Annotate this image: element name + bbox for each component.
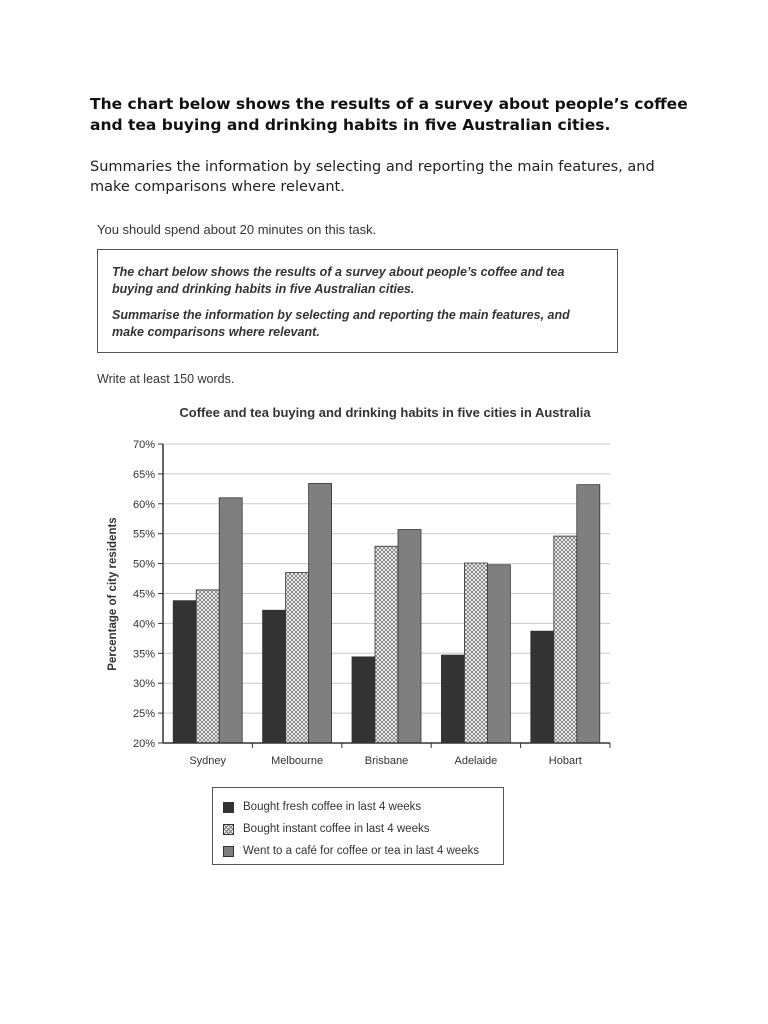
y-tick-label: 50% xyxy=(132,558,155,571)
x-axis-ticks xyxy=(189,743,610,767)
bar xyxy=(263,610,286,743)
legend-swatch-cafe xyxy=(223,846,234,857)
time-instruction: You should spend about 20 minutes on this task. xyxy=(97,222,377,237)
y-tick-label: 40% xyxy=(132,618,155,631)
x-tick-label: Sydney xyxy=(189,755,227,767)
bar xyxy=(375,546,398,743)
bar xyxy=(441,655,464,743)
legend-label-cafe: Went to a café for coffee or tea in last 4 weeks xyxy=(243,845,480,857)
y-axis-ticks xyxy=(133,439,163,750)
bar xyxy=(173,601,196,743)
legend-label-instant: Bought instant coffee in last 4 weeks xyxy=(243,823,430,835)
bar xyxy=(487,565,510,743)
legend-item-cafe xyxy=(223,840,503,862)
bar xyxy=(398,530,421,743)
bar xyxy=(531,631,554,743)
bar xyxy=(219,498,242,743)
question-heading: The chart below shows the results of a survey about people’s coffee and tea buying and drinking habits in five Australian cities. xyxy=(90,95,688,134)
legend-item-instant-coffee xyxy=(223,818,503,840)
y-tick-label: 45% xyxy=(132,588,155,601)
chart-legend xyxy=(212,787,504,865)
chart-title: Coffee and tea buying and drinking habits in five cities in Australia xyxy=(179,405,591,420)
bar xyxy=(286,573,309,743)
bar xyxy=(309,483,332,743)
y-tick-label: 20% xyxy=(132,738,155,750)
x-tick-label: Brisbane xyxy=(364,755,409,767)
task-box-prompt: The chart below shows the results of a survey about people’s coffee and tea buying and drinking habits in five Australian cities. xyxy=(112,265,565,296)
legend-swatch-instant xyxy=(223,824,234,835)
bars xyxy=(173,483,600,743)
y-tick-label: 70% xyxy=(132,439,155,451)
bar xyxy=(554,536,577,743)
task-box-summarise: Summarise the information by selecting and reporting the main features, and make comparisons where relevant. xyxy=(112,308,570,339)
bar xyxy=(352,657,375,743)
x-tick-label: Hobart xyxy=(548,755,582,767)
bar xyxy=(464,563,487,743)
bar xyxy=(196,590,219,743)
question-instructions: Summaries the information by selecting and reporting the main features, and make comparisons where relevant. xyxy=(90,159,655,195)
y-axis-label: Percentage of city residents xyxy=(107,517,119,671)
x-tick-label: Adelaide xyxy=(454,755,498,767)
y-tick-label: 25% xyxy=(132,708,155,721)
legend-swatch-fresh xyxy=(223,802,234,813)
y-tick-label: 55% xyxy=(132,528,155,541)
x-tick-label: Melbourne xyxy=(271,755,324,767)
y-tick-label: 65% xyxy=(132,468,155,481)
legend-label-fresh: Bought fresh coffee in last 4 weeks xyxy=(243,801,422,813)
legend-item-fresh-coffee xyxy=(223,796,503,818)
y-tick-label: 60% xyxy=(132,498,155,511)
y-tick-label: 35% xyxy=(132,648,155,661)
word-count-instruction: Write at least 150 words. xyxy=(97,372,235,386)
bar xyxy=(577,485,600,743)
y-tick-label: 30% xyxy=(132,678,155,691)
